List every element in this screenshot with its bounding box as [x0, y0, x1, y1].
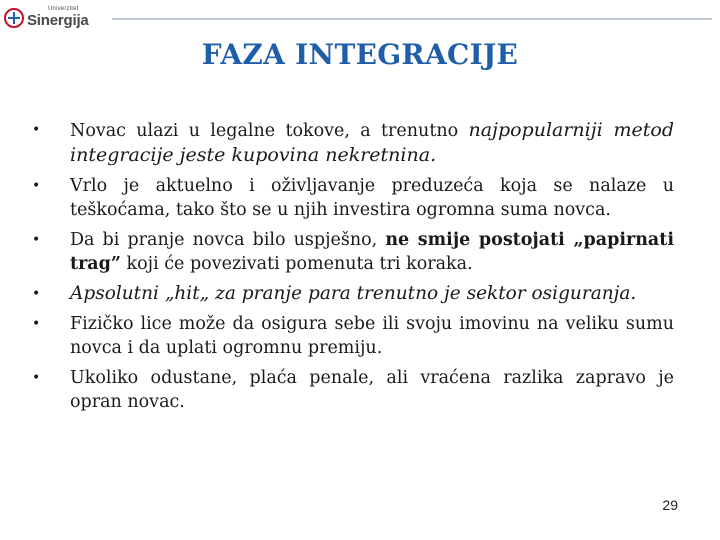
- bullet-item-4: [26, 282, 674, 306]
- header-divider: [112, 18, 712, 20]
- bullet-icon: •: [32, 122, 41, 138]
- bullet-icon: •: [32, 316, 41, 332]
- bullet-item-6: [26, 366, 674, 414]
- bullet-text: Apsolutni „hit„ za pranje para trenutno je sektor osiguranja.: [70, 283, 637, 304]
- university-logo: [4, 6, 108, 32]
- bullet-text: Ukoliko odustane, plaća penale, ali vraćena razlika zapravo je opran novac.: [70, 368, 674, 412]
- bullet-icon: •: [32, 232, 41, 248]
- bullet-emphasis: ne smije postojati „papirnati trag”: [70, 230, 674, 274]
- bullet-text: Vrlo je aktuelno i oživljavanje preduzeća koja se nalaze u teškoćama, tako što se u njih investira ogromna suma novca.: [70, 176, 674, 220]
- logo-subtitle: Univerzitet: [48, 6, 79, 12]
- bullet-text: Da bi pranje novca bilo uspješno,: [70, 230, 386, 250]
- logo-mark-icon: [4, 8, 24, 28]
- bullet-text: Novac ulazi u legalne tokove, a trenutno: [70, 121, 469, 141]
- bullet-icon: •: [32, 370, 41, 386]
- bullet-text: Fizičko lice može da osigura sebe ili svoju imovinu na veliku sumu novca i da uplati ogromnu premiju.: [70, 314, 674, 358]
- bullet-list: [26, 118, 674, 420]
- bullet-icon: •: [32, 178, 41, 194]
- bullet-item-5: [26, 312, 674, 360]
- bullet-icon: •: [32, 286, 41, 302]
- bullet-text-tail: koji će povezivati pomenuta tri koraka.: [120, 254, 473, 274]
- bullet-item-2: [26, 174, 674, 222]
- bullet-emphasis: najpopularniji metod integracije jeste kupovina nekretnina.: [70, 119, 674, 166]
- logo-name: Sinergija: [27, 12, 89, 29]
- bullet-item-1: [26, 118, 674, 168]
- bullet-item-3: [26, 228, 674, 276]
- slide-title: FAZA INTEGRACIJE: [201, 38, 519, 71]
- page-number: 29: [662, 497, 678, 513]
